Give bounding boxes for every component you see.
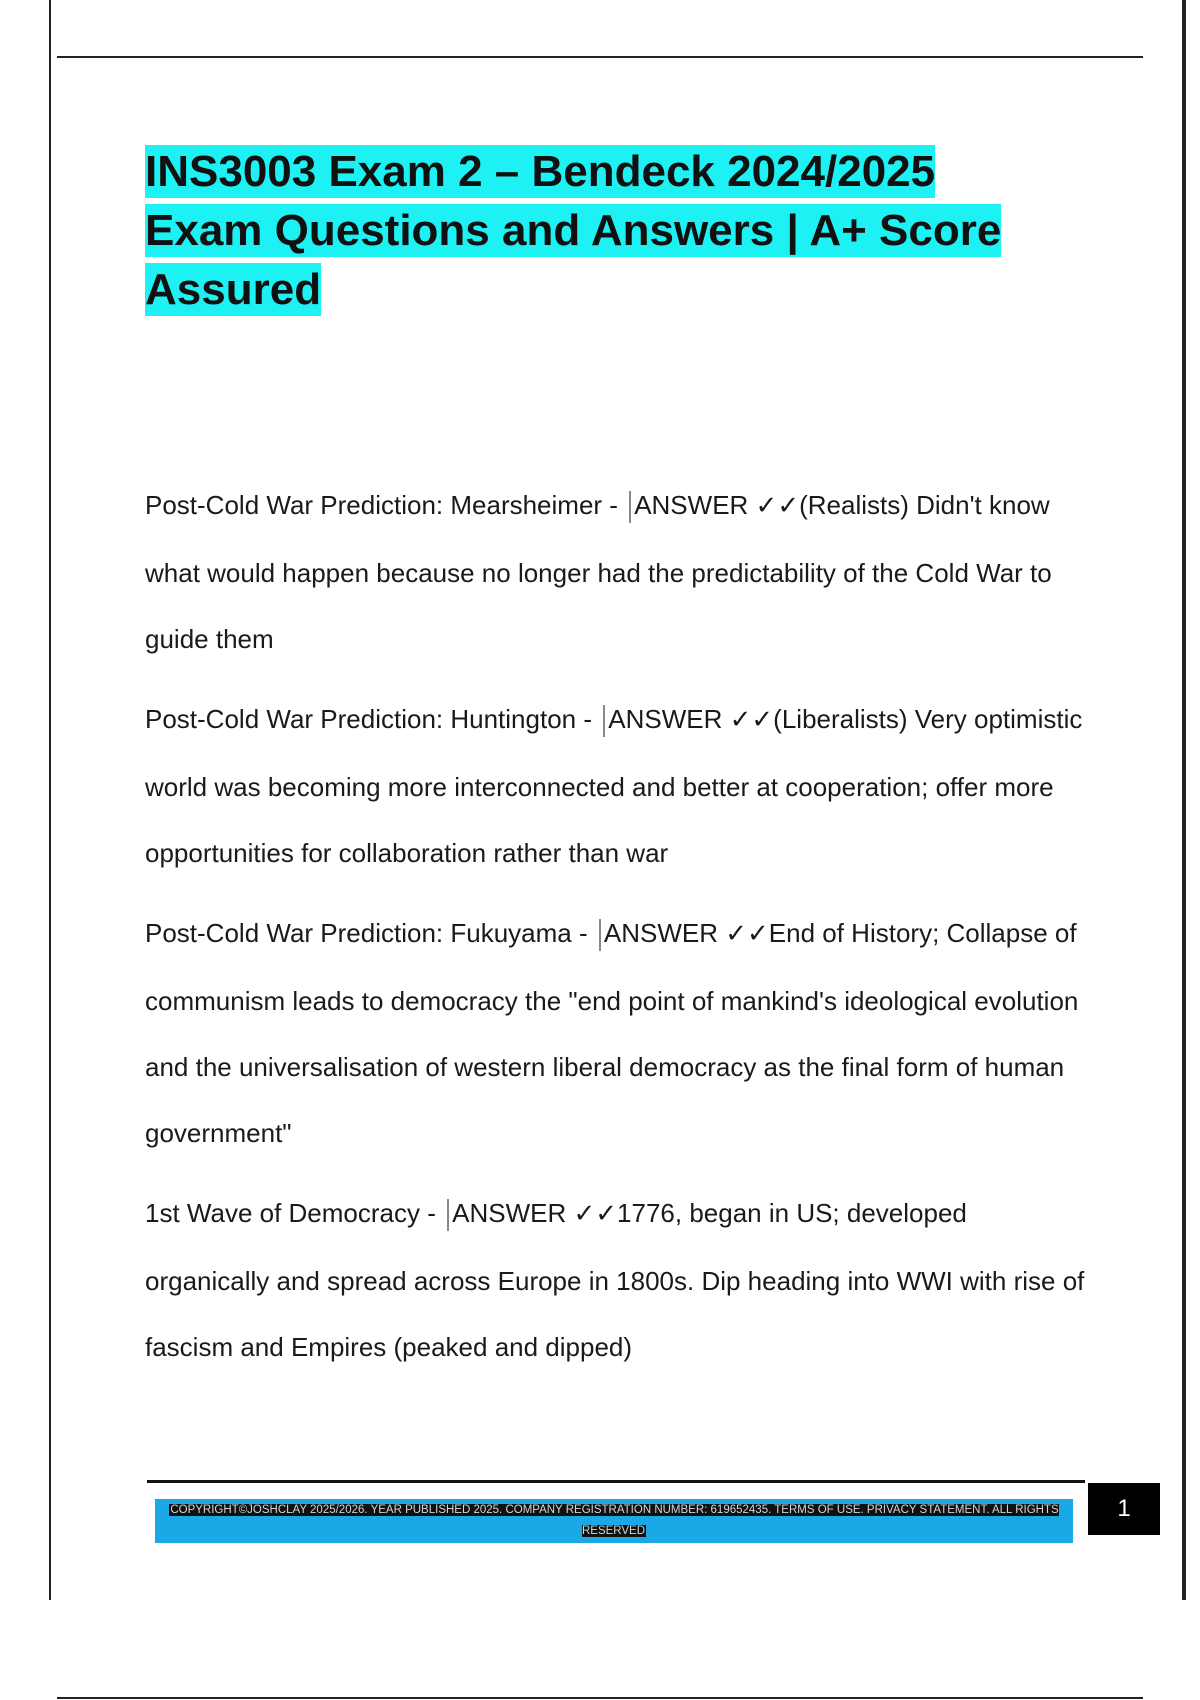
page-border-left (49, 0, 51, 1600)
document-title-text: INS3003 Exam 2 – Bendeck 2024/2025 Exam Questions and Answers | A+ Score Assured (145, 147, 1002, 314)
document-title (145, 142, 1045, 319)
question-text: Post-Cold War Prediction: Fukuyama - (145, 918, 588, 948)
qa-item (145, 472, 1095, 672)
answer-marker: ANSWER ✓✓ (603, 918, 769, 948)
answer-text: (Liberalists) Very optimistic world was becoming more interconnected and better at cooperation; offer more opportunities for collaboration rather than war (145, 704, 1083, 868)
qa-list (145, 472, 1095, 1394)
question-text: 1st Wave of Democracy - (145, 1198, 436, 1228)
missing-glyph-box-icon (599, 919, 601, 951)
page-number: 1 (1088, 1483, 1160, 1535)
answer-marker: ANSWER ✓✓ (608, 704, 774, 734)
next-page-rule (57, 1697, 1143, 1699)
answer-text: (Realists) Didn't know what would happen because no longer had the predictability of the Cold War to guide them (145, 490, 1052, 654)
page-border-right (1182, 0, 1186, 1600)
qa-item (145, 1180, 1095, 1380)
header-rule (57, 56, 1143, 58)
question-text: Post-Cold War Prediction: Huntington - (145, 704, 593, 734)
answer-marker: ANSWER ✓✓ (452, 1198, 618, 1228)
answer-text: 1776, began in US; developed organically and spread across Europe in 1800s. Dip heading into WWI with rise of fascism and Empires (peaked and dipped) (145, 1198, 1085, 1362)
missing-glyph-box-icon (629, 491, 631, 523)
footer-copyright (168, 1500, 1060, 1542)
footer-rule (147, 1480, 1085, 1483)
qa-item (145, 900, 1095, 1166)
footer-copyright-text: COPYRIGHT©JOSHCLAY 2025/2026. YEAR PUBLISHED 2025. COMPANY REGISTRATION NUMBER: 619652435. TERMS OF USE. PRIVACY STATEMENT. ALL RIGHTS RESERVED (170, 1504, 1059, 1537)
missing-glyph-box-icon (603, 705, 605, 737)
answer-marker: ANSWER ✓✓ (634, 490, 800, 520)
qa-item (145, 686, 1095, 886)
answer-text: End of History; Collapse of communism leads to democracy the "end point of mankind's ideological evolution and the universalisation of western liberal democracy as the final form of human government" (145, 918, 1079, 1148)
question-text: Post-Cold War Prediction: Mearsheimer - (145, 490, 618, 520)
missing-glyph-box-icon (447, 1199, 449, 1231)
